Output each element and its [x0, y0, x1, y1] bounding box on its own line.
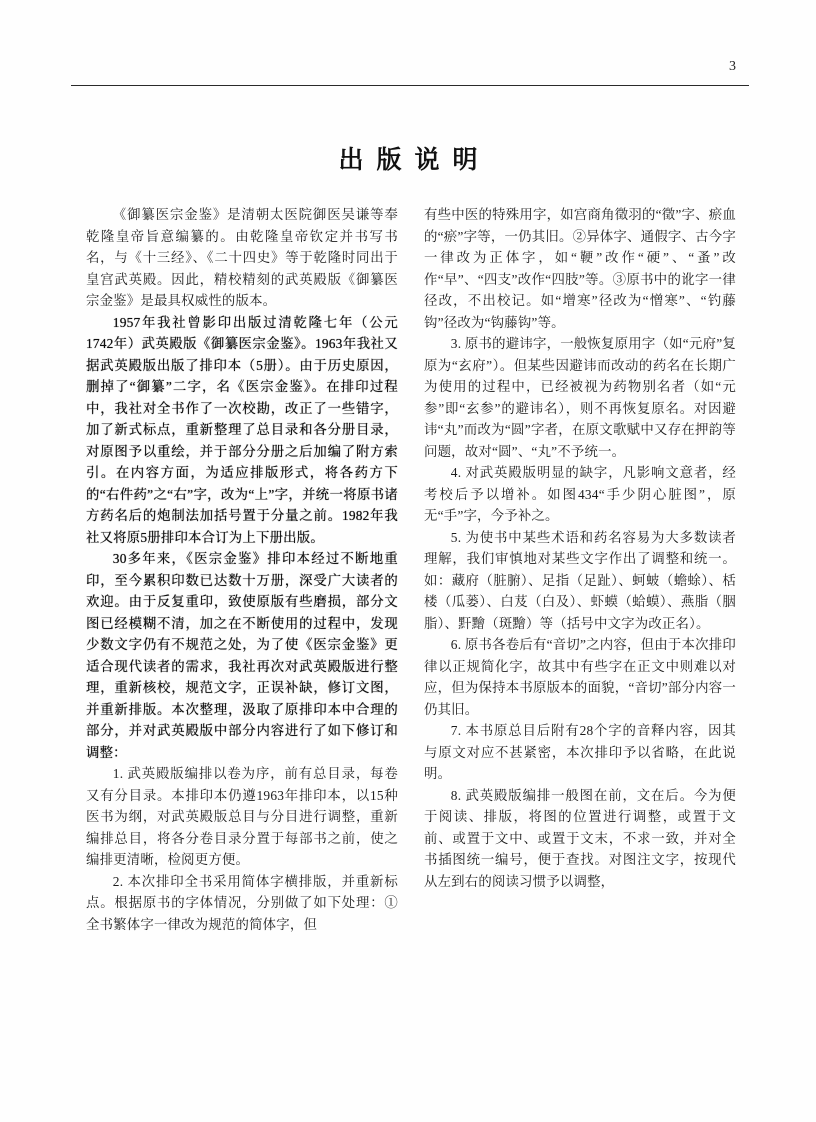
page-title: 出版说明 — [338, 147, 491, 174]
paragraph-history: 1957年我社曾影印出版过清乾隆七年（公元1742年）武英殿版《御纂医宗金鉴》。1963年我社又据武英殿版出版了排印本（5册）。由于历史原因，删掉了“御纂”二字，名《医宗金鉴》。在排印过程中，我社对全书作了一次校勘，改正了一些错字，加了新式标点，重新整理了总目录和各分册目录，对原图予以重绘，并于部分分册之后加编了附方索引。在内容方面，为适应排版形式，将各药方下的“右件药”之“右”字，改为“上”字，并统一将原书诸方药名后的炮制法加括号置于分量之前。1982年我社又将原5册排印本合订为上下册出版。 — [86, 314, 398, 545]
right-column — [424, 204, 736, 935]
paragraph-item-2-continued: 有些中医的特殊用字，如宫商角徵羽的“徵”字、瘀血的“瘀”字等，一仍其旧。②异体字、通假字、古今字一律改为正体字，如“鞕”改作“硬”、“蚤”改作“早”、“四支”改作“四肢”等。③原书中的讹字一律径改，不出校记。如“增寒”径改为“憎寒”、“钓藤钩”径改为“钩藤钩”等。 — [424, 207, 736, 330]
header-rule — [71, 85, 749, 86]
paragraph-item-1: 1. 武英殿版编排以卷为序，前有总目录，每卷又有分目录。本排印本仍遵1963年排印本，以15种医书为纲，对武英殿版总目与分目进行调整，重新编排总目，将各分卷目录分置于每部书之前，使之编排更清晰，检阅更方便。 — [86, 766, 398, 867]
paragraph-item-2: 2. 本次排印全书采用简体字横排版，并重新标点。根据原书的字体情况，分别做了如下处理：①全书繁体字一律改为规范的简体字，但 — [86, 873, 398, 932]
paragraph-item-6: 6. 原书各卷后有“音切”之内容，但由于本次排印律以正规简化字，故其中有些字在正文中则难以对应，但为保持本书原版本的面貌，“音切”部分内容一仍其旧。 — [424, 637, 736, 717]
left-column — [86, 204, 398, 935]
paragraph-reprint: 30多年来，《医宗金鉴》排印本经过不断地重印，至今累积印数已达数十万册，深受广大读者的欢迎。由于反复重印，致使原版有些磨损，部分文图已经模糊不清，加之在不断使用的过程中，发现少数文字仍有不规范之处，为了使《医宗金鉴》更适合现代读者的需求，我社再次对武英殿版进行整理，重新核校，规范文字，正误补缺，修订文图，并重新排版。本次整理，汲取了原排印本中合理的部分，并对武英殿版中部分内容进行了如下修订和调整： — [86, 551, 398, 760]
paragraph-item-5: 5. 为使书中某些术语和药名容易为大多数读者理解，我们审慎地对某些文字作出了调整和统一。如：藏府（脏腑）、足指（足趾）、蚵蚾（蟾蜍）、栝楼（瓜蒌）、白芨（白及）、虾蟆（蛤蟆）、燕脂（胭脂）、䵟䵳（斑䵳）等（括号中文字为改正名）。 — [424, 529, 736, 631]
text-columns — [0, 176, 816, 935]
page-number: 3 — [729, 59, 736, 74]
paragraph-intro: 《御纂医宗金鉴》是清朝太医院御医吴谦等奉乾隆皇帝旨意编纂的。由乾隆皇帝钦定并书写书名，与《十三经》、《二十四史》等于乾隆时同出于皇宫武英殿。因此，精校精刻的武英殿版《御纂医宗金鉴》是最具权威性的版本。 — [86, 207, 398, 308]
paragraph-item-7: 7. 本书原总目后附有28个字的音释内容，因其与原文对应不甚紧密，本次排印予以省略，在此说明。 — [424, 723, 736, 781]
paragraph-item-4: 4. 对武英殿版明显的缺字，凡影响文意者，经考校后予以增补。如图434“手少阴心脏图”，原无“手”字，今予补之。 — [424, 465, 736, 523]
paragraph-item-3: 3. 原书的避讳字，一般恢复原用字（如“元府”复原为“玄府”）。但某些因避讳而改动的药名在长期广为使用的过程中，已经被视为药物别名者（如“元参”即“玄参”的避讳名），则不再恢复原名。对因避讳“丸”而改为“圆”字者，在原文歌赋中又存在押韵等问题，故对“圆”、“丸”不予统一。 — [424, 336, 736, 459]
paragraph-item-8: 8. 武英殿版编排一般图在前，文在后。今为便于阅读、排版，将图的位置进行调整，或置于文前、或置于文中、或置于文末，不求一致，并对全书插图统一编号，便于查找。对图注文字，按现代从左到右的阅读习惯予以调整， — [424, 787, 736, 889]
